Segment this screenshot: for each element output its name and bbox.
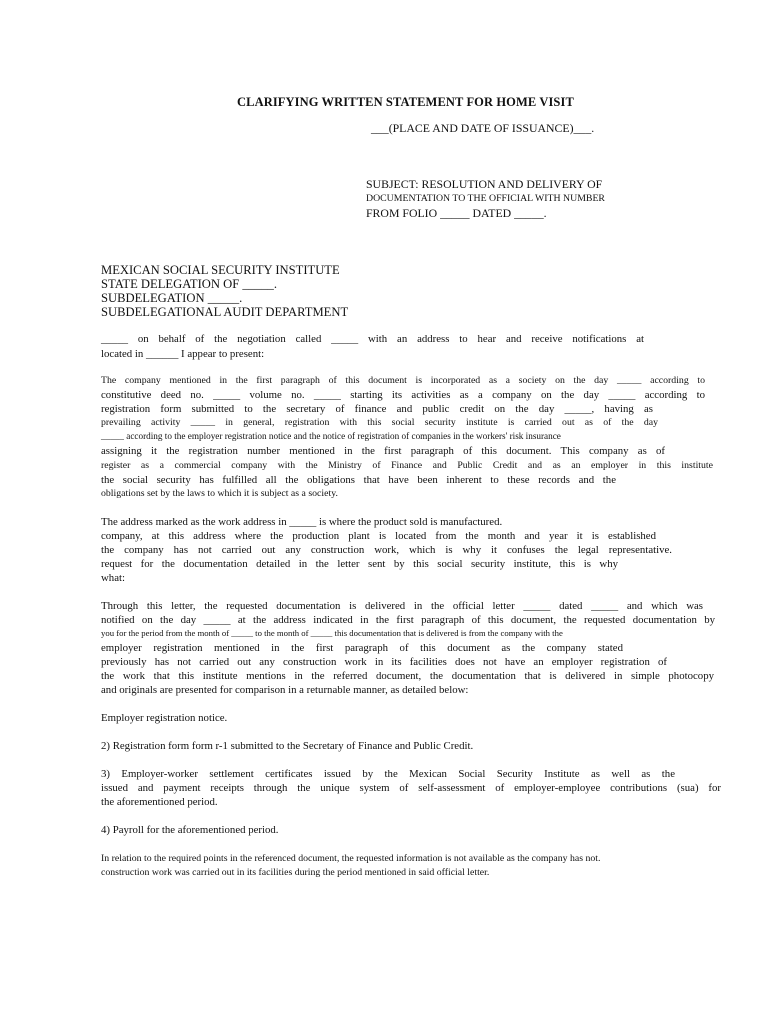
- paragraph-line: located in ______ I appear to present:: [101, 348, 265, 360]
- place-and-date: ___(PLACE AND DATE OF ISSUANCE)___.: [371, 121, 595, 135]
- paragraph-line: and originals are presented for comparison in a returnable manner, as detailed below:: [101, 684, 469, 696]
- paragraph-line: constitutive deed no. _____ volume no. _____ starting its activities as a company on the day _____ according to: [101, 389, 705, 401]
- document-title: CLARIFYING WRITTEN STATEMENT FOR HOME VISIT: [237, 95, 574, 109]
- paragraph-line: In relation to the required points in the referenced document, the requested information is not available as the company has not.: [101, 853, 601, 864]
- subject-line: SUBJECT: RESOLUTION AND DELIVERY OF: [366, 177, 603, 191]
- paragraph-line: issued and payment receipts through the unique system of self-assessment of employer-employee contributions (sua) for: [101, 782, 721, 794]
- paragraph-line: register as a commercial company with the Ministry of Finance and Public Credit and as an employer in this institute: [101, 460, 713, 471]
- list-item: 4) Payroll for the aforementioned period.: [101, 824, 279, 836]
- paragraph-line: obligations set by the laws to which it is subject as a society.: [101, 488, 338, 499]
- list-item: Employer registration notice.: [101, 712, 228, 724]
- paragraph-line: what:: [101, 572, 125, 584]
- paragraph-line: _____ according to the employer registration notice and the notice of registration of companies in the workers' risk insurance: [101, 431, 561, 441]
- paragraph-line: construction work was carried out in its facilities during the period mentioned in said official letter.: [101, 867, 490, 878]
- paragraph-line: the work that this institute mentions in the referred document, the documentation that is delivered in simple photocopy: [101, 670, 714, 682]
- paragraph-line: 3) Employer-worker settlement certificates issued by the Mexican Social Security Institute as well as the: [101, 768, 675, 780]
- paragraph-line: prevailing activity _____ in general, registration with this social security institute is carried out as of the day: [101, 417, 658, 428]
- paragraph-line: _____ on behalf of the negotiation called _____ with an address to hear and receive notifications at: [101, 333, 644, 345]
- paragraph-line: Through this letter, the requested documentation is delivered in the official letter _____ dated _____ and which was: [101, 600, 703, 612]
- paragraph-line: employer registration mentioned in the first paragraph of this document as the company stated: [101, 642, 623, 654]
- paragraph-line: company, at this address where the production plant is located from the month and year it is established: [101, 530, 656, 542]
- paragraph-line: you for the period from the month of _____ to the month of _____ this documentation that is delivered is from the company with the: [101, 628, 563, 638]
- addressee-line: STATE DELEGATION OF _____.: [101, 277, 277, 291]
- paragraph-line: previously has not carried out any construction work in its facilities does not have an employer registration of: [101, 656, 667, 668]
- paragraph-line: The address marked as the work address in _____ is where the product sold is manufactured.: [101, 516, 503, 528]
- paragraph-line: assigning it the registration number mentioned in the first paragraph of this document. This company as of: [101, 445, 665, 457]
- paragraph-line: notified on the day _____ at the address indicated in the first paragraph of this document, the requested documentation by: [101, 614, 715, 626]
- addressee-line: SUBDELEGATION _____.: [101, 291, 243, 305]
- subject-line: DOCUMENTATION TO THE OFFICIAL WITH NUMBER: [366, 193, 605, 204]
- addressee-line: SUBDELEGATIONAL AUDIT DEPARTMENT: [101, 305, 349, 319]
- paragraph-line: the aforementioned period.: [101, 796, 218, 808]
- paragraph-line: The company mentioned in the first paragraph of this document is incorporated as a society on the day _____ according to: [101, 375, 705, 386]
- list-item: 2) Registration form form r-1 submitted to the Secretary of Finance and Public Credit.: [101, 740, 474, 752]
- addressee-line: MEXICAN SOCIAL SECURITY INSTITUTE: [101, 263, 340, 277]
- paragraph-line: the company has not carried out any construction work, which is why it confuses the legal representative.: [101, 544, 672, 556]
- paragraph-line: the social security has fulfilled all the obligations that have been inherent to these records and the: [101, 474, 616, 486]
- paragraph-line: registration form submitted to the secretary of finance and public credit on the day _____, having as: [101, 403, 653, 415]
- paragraph-line: request for the documentation detailed in the letter sent by this social security institute, this is why: [101, 558, 618, 570]
- subject-line: FROM FOLIO _____ DATED _____.: [366, 206, 547, 220]
